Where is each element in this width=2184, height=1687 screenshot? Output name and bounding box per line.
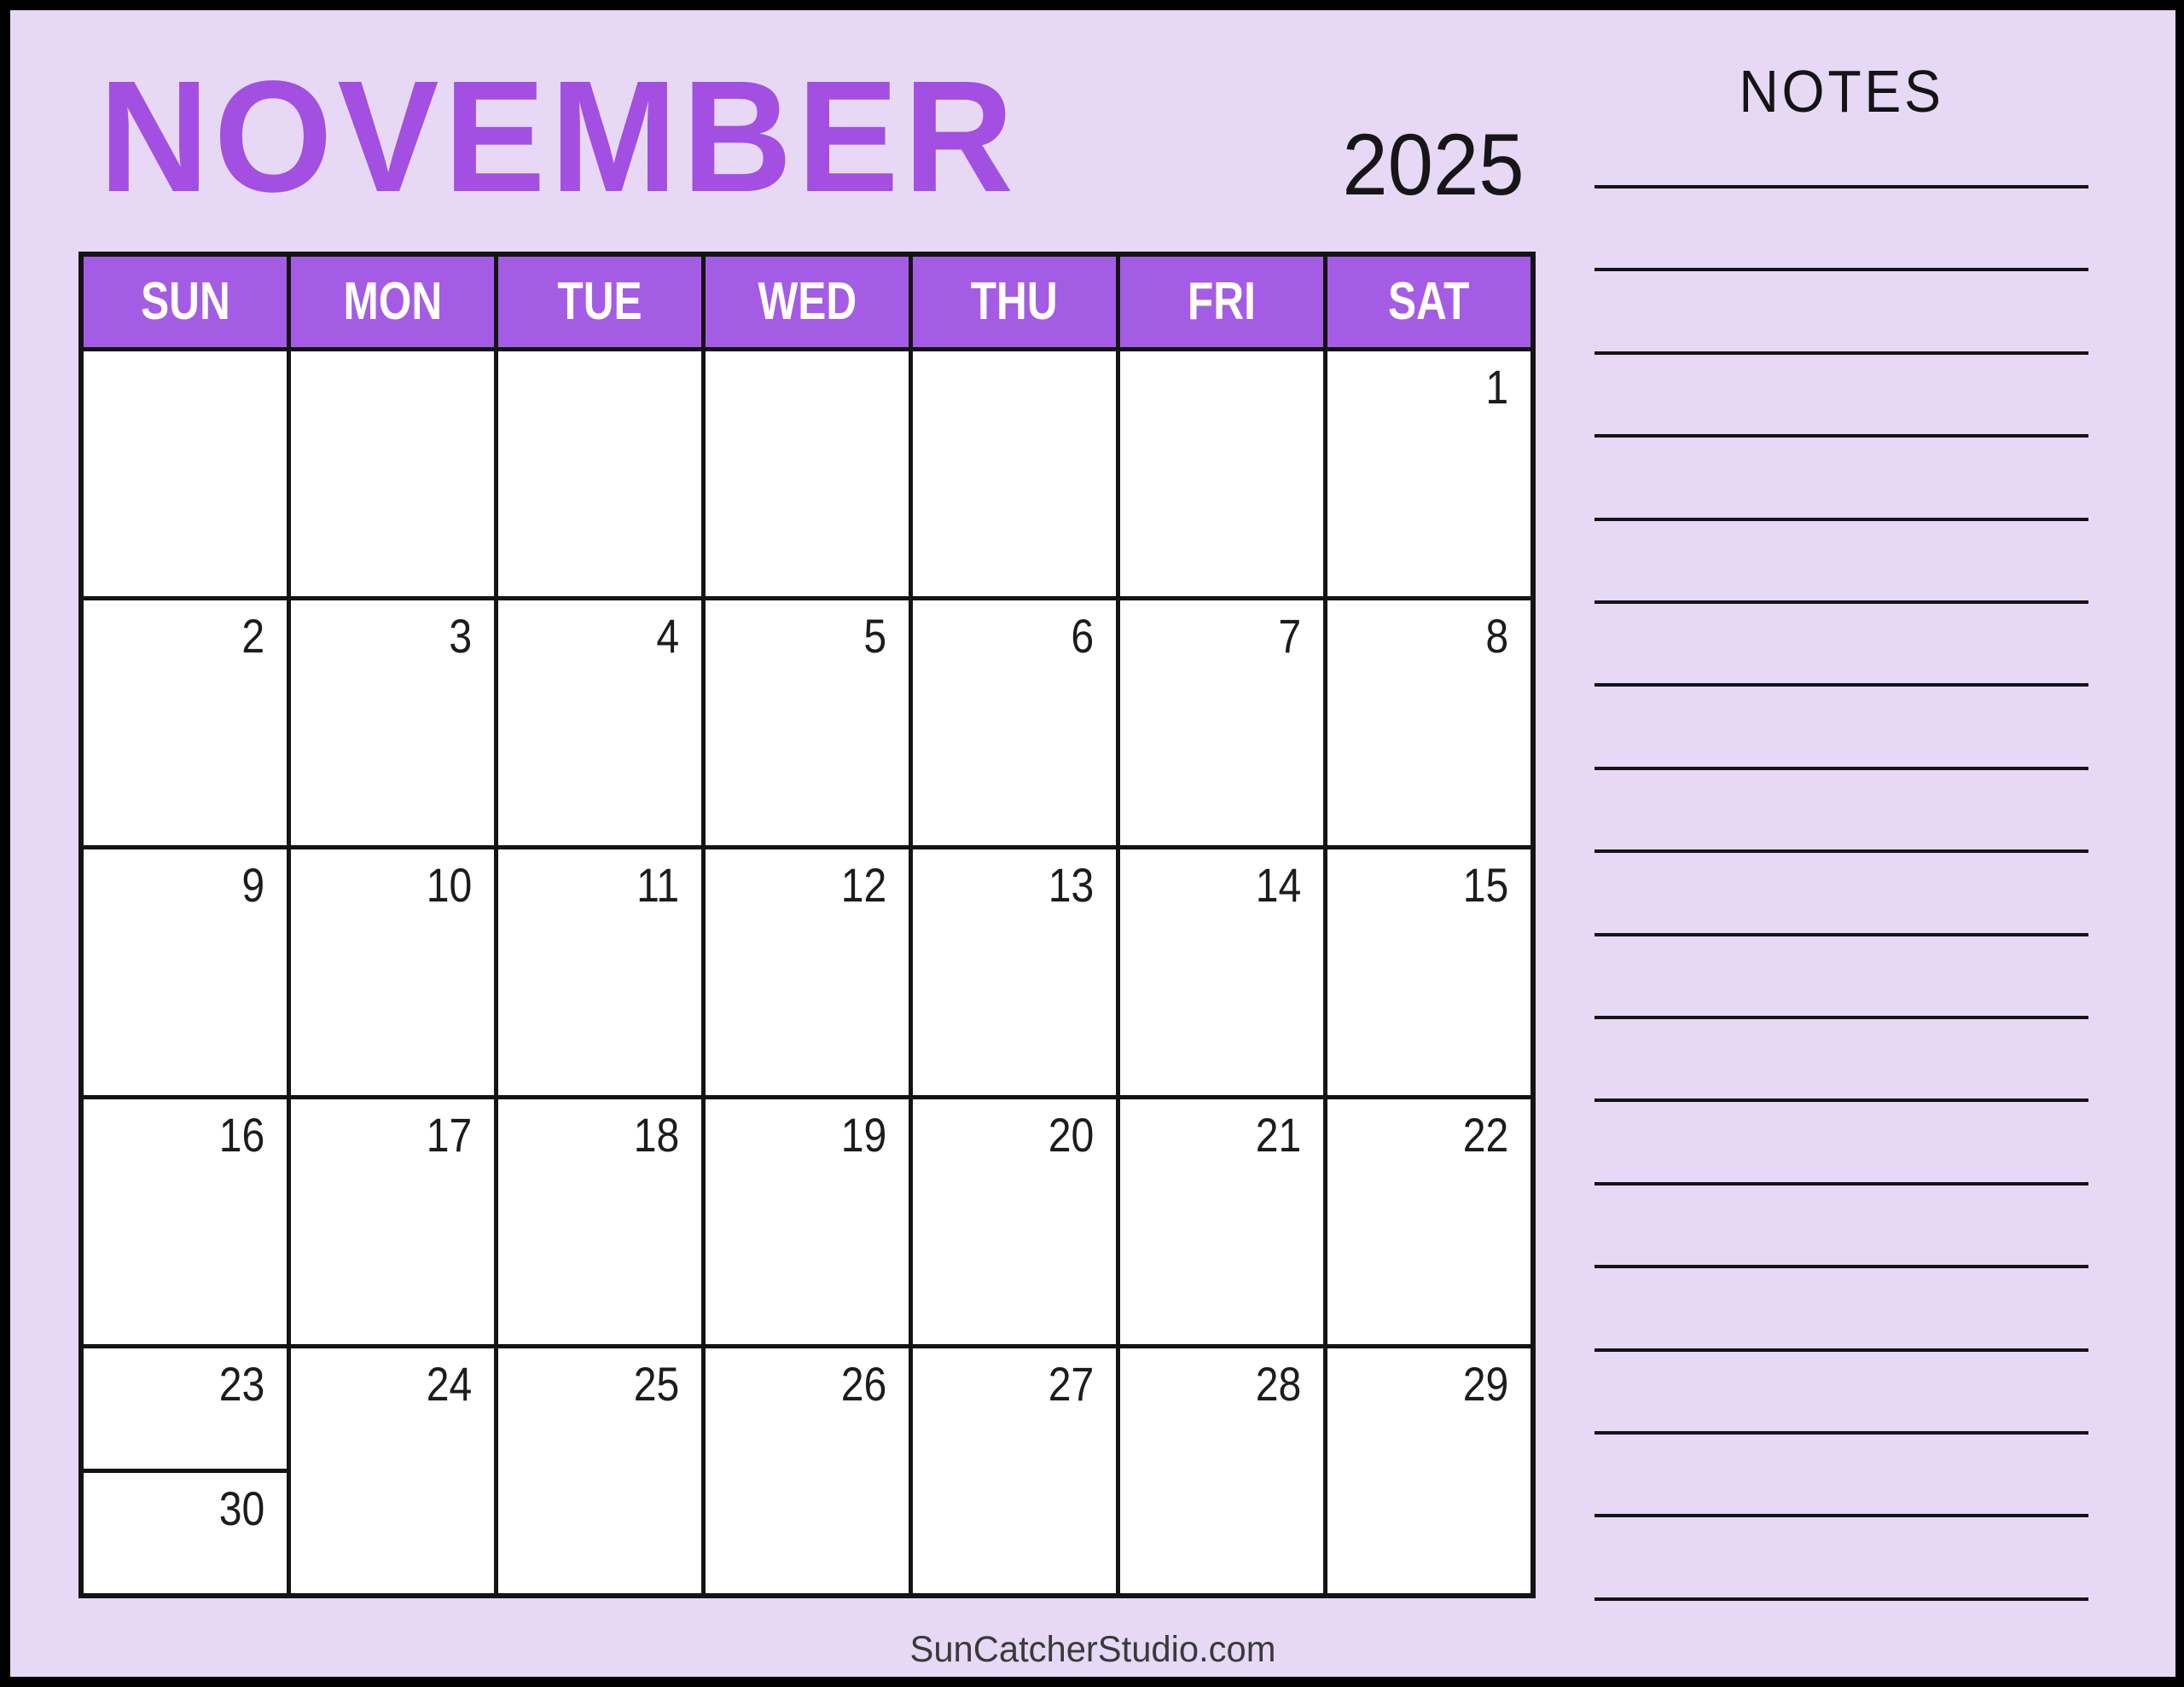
day-number: 9 [241, 858, 264, 913]
day-header-fri [1120, 257, 1323, 347]
split-day-cell [84, 1348, 287, 1593]
day-number: 16 [218, 1107, 264, 1162]
day-cell-27 [913, 1348, 1116, 1593]
day-number: 28 [1255, 1356, 1301, 1411]
notes-line [1594, 683, 2088, 687]
day-cell-11 [498, 849, 701, 1094]
day-cell-6 [913, 600, 1116, 845]
day-number: 10 [426, 858, 472, 913]
day-number: 8 [1485, 609, 1508, 664]
notes-line [1594, 1099, 2088, 1102]
day-cell-16 [84, 1099, 287, 1344]
notes-line [1594, 434, 2088, 438]
day-number: 20 [1048, 1107, 1094, 1162]
year-label: 2025 [1342, 116, 1525, 213]
notes-line [1594, 1016, 2088, 1019]
day-number: 4 [656, 609, 679, 664]
footer-credit: SunCatcherStudio.com [909, 1629, 1276, 1670]
day-header-label: MON [343, 272, 442, 331]
day-number: 15 [1462, 858, 1508, 913]
day-number: 24 [426, 1356, 472, 1411]
notes-line [1594, 1514, 2088, 1517]
day-header-label: TUE [557, 272, 642, 331]
day-number: 29 [1462, 1356, 1508, 1411]
day-header-tue [498, 257, 701, 347]
day-cell-21 [1120, 1099, 1323, 1344]
empty-day-cell [1120, 351, 1323, 596]
day-cell-3 [291, 600, 494, 845]
notes-line [1594, 268, 2088, 271]
day-number: 21 [1255, 1107, 1301, 1162]
day-cell-29 [1327, 1348, 1531, 1593]
day-cell-28 [1120, 1348, 1323, 1593]
notes-line [1594, 185, 2088, 188]
day-header-label: WED [758, 272, 857, 331]
notes-heading: NOTES [1739, 58, 1944, 125]
day-cell-9 [84, 849, 287, 1094]
day-cell-1 [1327, 351, 1531, 596]
day-header-label: SAT [1388, 272, 1470, 331]
day-number: 7 [1278, 609, 1301, 664]
notes-line [1594, 849, 2088, 853]
day-cell-22 [1327, 1099, 1531, 1344]
day-header-thu [913, 257, 1116, 347]
notes-line [1594, 1348, 2088, 1352]
day-cell-7 [1120, 600, 1323, 845]
day-header-wed [706, 257, 909, 347]
day-cell-12 [706, 849, 909, 1094]
day-number: 5 [863, 609, 886, 664]
day-header-label: SUN [140, 272, 230, 331]
notes-line [1594, 1265, 2088, 1268]
notes-line [1594, 351, 2088, 355]
day-cell-20 [913, 1099, 1116, 1344]
notes-line [1594, 1182, 2088, 1186]
day-number: 19 [840, 1107, 886, 1162]
day-number: 14 [1255, 858, 1301, 913]
day-number: 12 [840, 858, 886, 913]
day-number: 2 [241, 609, 264, 664]
day-cell-14 [1120, 849, 1323, 1094]
day-cell-24 [291, 1348, 494, 1593]
day-number: 26 [840, 1356, 886, 1411]
notes-line [1594, 1431, 2088, 1435]
day-number: 23 [218, 1356, 264, 1411]
day-number: 17 [426, 1107, 472, 1162]
day-header-mon [291, 257, 494, 347]
empty-day-cell [291, 351, 494, 596]
day-cell-15 [1327, 849, 1531, 1094]
day-header-label: FRI [1188, 272, 1256, 331]
day-number: 27 [1048, 1356, 1094, 1411]
notes-line [1594, 933, 2088, 936]
day-cell-17 [291, 1099, 494, 1344]
month-title: NOVEMBER [99, 49, 1019, 225]
day-number: 1 [1485, 360, 1508, 414]
day-cell-8 [1327, 600, 1531, 845]
day-number: 18 [633, 1107, 679, 1162]
day-number: 25 [633, 1356, 679, 1411]
day-cell-18 [498, 1099, 701, 1344]
notes-line [1594, 767, 2088, 770]
day-cell-5 [706, 600, 909, 845]
day-number: 13 [1048, 858, 1094, 913]
calendar-grid [78, 252, 1536, 1598]
day-number: 30 [218, 1481, 264, 1535]
day-header-label: THU [971, 272, 1058, 331]
empty-day-cell [706, 351, 909, 596]
day-cell-2 [84, 600, 287, 845]
empty-day-cell [913, 351, 1116, 596]
day-number: 22 [1462, 1107, 1508, 1162]
page-background [10, 10, 2175, 1677]
day-cell-23 [84, 1348, 287, 1469]
day-header-sun [84, 257, 287, 347]
day-cell-25 [498, 1348, 701, 1593]
day-number: 6 [1071, 609, 1094, 664]
day-cell-26 [706, 1348, 909, 1593]
day-cell-overflow [84, 1473, 287, 1593]
notes-line [1594, 600, 2088, 604]
day-header-sat [1327, 257, 1531, 347]
notes-line [1594, 518, 2088, 521]
day-cell-13 [913, 849, 1116, 1094]
day-number: 3 [449, 609, 472, 664]
day-cell-10 [291, 849, 494, 1094]
empty-day-cell [84, 351, 287, 596]
notes-line [1594, 1597, 2088, 1601]
day-number: 11 [636, 858, 679, 913]
day-cell-19 [706, 1099, 909, 1344]
empty-day-cell [498, 351, 701, 596]
day-cell-4 [498, 600, 701, 845]
